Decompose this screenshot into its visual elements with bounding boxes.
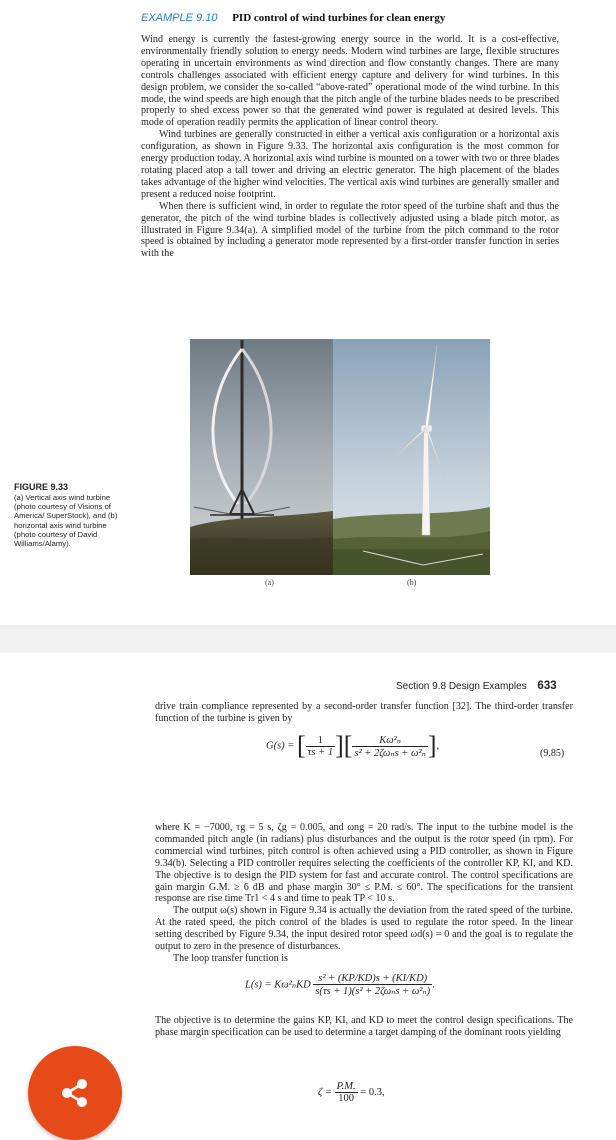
- share-icon: [55, 1073, 95, 1113]
- paragraph: Wind turbines are generally constructed in either a vertical axis configuration or a horizontal axis configuration, as shown in Figure 9.33. The horizontal axis configuration is the most common for energy production today. A horizontal axis wind turbine is mounted on a tower with two or three blades rotating placed atop a tall tower and driving an electric generator. The high placement of the blades takes advantage of the higher wind velocities. The vertical axis wind turbines are generally smaller and present a reduced noise footprint.: [141, 129, 559, 200]
- damping-equation: [318, 1081, 385, 1104]
- body-text: [155, 701, 573, 725]
- equation-lhs: ζ =: [318, 1086, 332, 1098]
- denominator: τs + 1: [307, 746, 334, 758]
- denominator: 100: [335, 1092, 358, 1104]
- section-number: Section 9.8: [396, 681, 447, 692]
- fraction: [313, 973, 432, 997]
- example-body: [141, 34, 559, 260]
- share-button[interactable]: [28, 1046, 122, 1140]
- figure-caption: [14, 482, 124, 548]
- numerator: Kω²ₙ: [379, 734, 402, 746]
- paragraph: The loop transfer function is: [173, 952, 288, 964]
- bracket: ]: [335, 731, 344, 760]
- equation-tail: ,: [436, 740, 440, 752]
- paragraph: When there is sufficient wind, in order to regulate the rotor speed of the turbine shaft and thus the generator, the pitch of the wind turbine blades is collectively adjusted using a blade pitch motor, as illustrated in Figure 9.34(a). A simplified model of the turbine from the pitch command to the rotor speed is obtained by including a generator mode represented by a first-order transfer function in series with the: [141, 200, 559, 260]
- figure-caption-text: (a) Vertical axis wind turbine (photo courtesy of Visions of America/ SuperStock), and (b) horizontal axis wind turbine (photo courtesy of David Williams/Alamy).: [14, 493, 118, 549]
- figure-label-a: (a): [265, 578, 274, 587]
- paragraph: The objective is to determine the gains KP, KI, and KD to meet the control design specifications. The phase margin specification can be used to determine a target damping of the dominant roots yielding: [155, 1015, 573, 1038]
- page-separator: [0, 625, 616, 653]
- vertical-axis-turbine-photo: [190, 339, 347, 575]
- equation-tail: .: [432, 979, 435, 991]
- denominator: s(τs + 1)(s² + 2ζωₙs + ω²ₙ): [315, 986, 431, 997]
- paragraph: drive train compliance represented by a second-order transfer function [32]. The third-order transfer function of the turbine is given by: [155, 701, 573, 724]
- equation-lhs: L(s) = Kω²ₙKD: [245, 979, 311, 991]
- fraction: [352, 734, 427, 759]
- figure-title: FIGURE 9.33: [14, 482, 69, 492]
- equation-number: (9.85): [540, 748, 565, 759]
- fraction: [335, 1081, 358, 1104]
- bracket: [: [297, 731, 306, 760]
- running-head: [396, 680, 557, 692]
- equation-rhs: = 0.3,: [360, 1086, 385, 1098]
- section-title: Design Examples: [448, 681, 527, 692]
- numerator: 1: [317, 734, 324, 746]
- body-text: [155, 1015, 573, 1039]
- page-number: 633: [537, 680, 557, 692]
- bracket: [: [343, 731, 353, 760]
- bracket: ]: [427, 731, 437, 760]
- paragraph: Wind energy is currently the fastest-growing energy source in the world. It is a cost-effective, environmentally friendly solution to energy needs. Modern wind turbines are large, flexible structures operating in uncertain environments as wind direction and flow constantly changes. There are many controls challenges associated with efficient energy capture and delivery for wind turbines. In this design problem, we consider the so-called “above-rated” operational mode of the wind turbine. In this mode, the wind speeds are high enough that the pitch angle of the turbine blades needs to be prescribed properly to shed excess power so that the generated wind power is regulated at desired levels. This mode of operation readily permits the application of linear control theory.: [141, 34, 559, 129]
- example-label: EXAMPLE 9.10: [141, 12, 218, 24]
- paragraph: where K = −7000, τg = 5 s, ζg = 0.005, and ωng = 20 rad/s. The input to the turbine model is the commanded pitch angle (in radians) plus disturbances and the output is the rotor speed (in rpm). For commercial wind turbines, pitch control is often achieved using a PID controller, as shown in Figure 9.34(b). Selecting a PID controller requires selecting the coefficients of the controller KP, KI, and KD. The objective is to design the PID system for fast and accurate control. The control specifications are gain margin G.M. ≥ 6 dB and phase margin 30° ≤ P.M. ≤ 60°. The specifications for the transient response are rise time Tr1 < 4 s and time to peak TP < 10 s.: [155, 822, 573, 905]
- equation-9-85: [266, 733, 439, 759]
- fraction: [306, 735, 335, 758]
- body-text: [155, 822, 573, 965]
- paragraph: The output ω(s) shown in Figure 9.34 is actually the deviation from the rated speed of the turbine. At the rated speed, the pitch control of the blades is used to regulate the rotor speed. In the linear setting described by Figure 9.34, the input desired rotor speed ωd(s) = 0 and the goal is to regulate the output to zero in the presence of disturbances.: [155, 905, 573, 953]
- numerator: P.M.: [336, 1081, 356, 1092]
- numerator: s² + (KP/KD)s + (KI/KD): [318, 973, 428, 984]
- example-title: PID control of wind turbines for clean energy: [232, 12, 446, 24]
- example-heading: [141, 12, 445, 24]
- loop-transfer-equation: [245, 973, 435, 997]
- figure-label-b: (b): [407, 578, 417, 587]
- denominator: s² + 2ζωₙs + ω²ₙ: [354, 747, 426, 759]
- horizontal-axis-turbine-photo: [333, 339, 490, 575]
- equation-lhs: G(s) =: [266, 740, 295, 752]
